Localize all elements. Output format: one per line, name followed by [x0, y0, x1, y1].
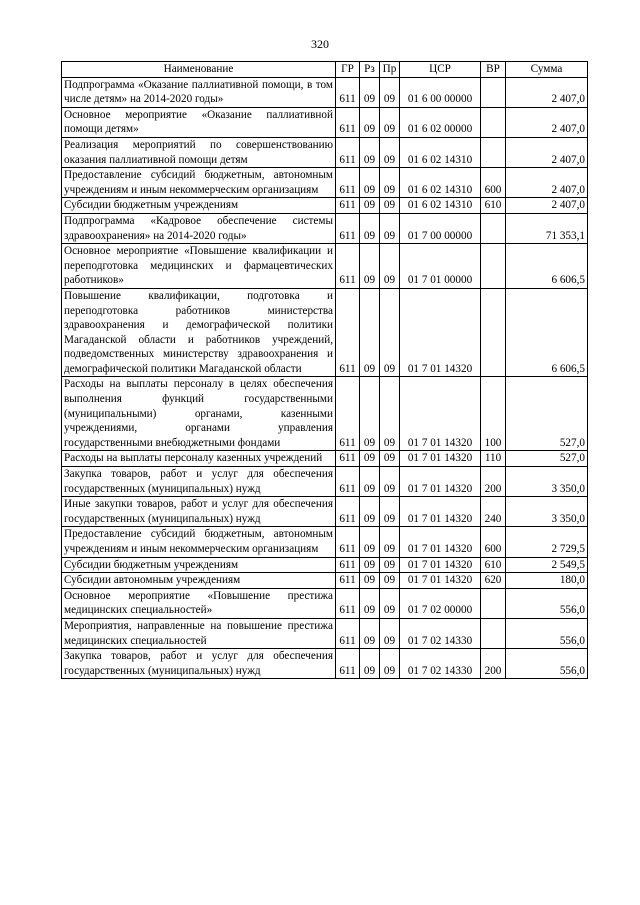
cell-csr: 01 7 02 00000 — [400, 588, 481, 618]
cell-rz: 09 — [360, 527, 380, 557]
cell-pr: 09 — [380, 527, 400, 557]
table-row — [62, 649, 588, 679]
cell-sum: 2 407,0 — [506, 198, 588, 214]
cell-rz: 09 — [360, 107, 380, 137]
cell-name: Субсидии бюджетным учреждениям — [62, 557, 336, 573]
table-row — [62, 527, 588, 557]
table-header-row — [62, 62, 588, 78]
cell-name: Основное мероприятие «Повышение престижа медицинских специальностей» — [62, 588, 336, 618]
cell-rz: 09 — [360, 168, 380, 198]
cell-vr: 610 — [481, 557, 506, 573]
cell-pr: 09 — [380, 649, 400, 679]
cell-pr: 09 — [380, 618, 400, 648]
cell-vr — [481, 244, 506, 289]
cell-rz: 09 — [360, 497, 380, 527]
cell-gr: 611 — [336, 588, 360, 618]
table-row — [62, 588, 588, 618]
cell-gr: 611 — [336, 198, 360, 214]
cell-gr: 611 — [336, 451, 360, 467]
cell-pr: 09 — [380, 497, 400, 527]
cell-pr: 09 — [380, 244, 400, 289]
cell-sum: 6 606,5 — [506, 288, 588, 377]
cell-gr: 611 — [336, 168, 360, 198]
cell-rz: 09 — [360, 213, 380, 243]
cell-name: Предоставление субсидий бюджетным, автономным учреждениям и иным некоммерческим организациям — [62, 168, 336, 198]
cell-rz: 09 — [360, 467, 380, 497]
cell-vr: 200 — [481, 649, 506, 679]
cell-vr — [481, 588, 506, 618]
table-body — [62, 77, 588, 679]
cell-csr: 01 7 00 00000 — [400, 213, 481, 243]
cell-pr: 09 — [380, 377, 400, 451]
cell-name: Субсидии автономным учреждениям — [62, 573, 336, 589]
table-row — [62, 451, 588, 467]
table-row — [62, 377, 588, 451]
table-row — [62, 467, 588, 497]
table-row — [62, 137, 588, 167]
cell-vr: 100 — [481, 377, 506, 451]
cell-pr: 09 — [380, 107, 400, 137]
cell-csr: 01 7 02 14330 — [400, 618, 481, 648]
table-row — [62, 497, 588, 527]
budget-table — [61, 61, 588, 679]
cell-rz: 09 — [360, 137, 380, 167]
cell-pr: 09 — [380, 198, 400, 214]
cell-pr: 09 — [380, 288, 400, 377]
cell-gr: 611 — [336, 618, 360, 648]
cell-sum: 2 729,5 — [506, 527, 588, 557]
cell-csr: 01 7 01 14320 — [400, 288, 481, 377]
cell-rz: 09 — [360, 244, 380, 289]
cell-vr: 620 — [481, 573, 506, 589]
cell-rz: 09 — [360, 573, 380, 589]
cell-gr: 611 — [336, 573, 360, 589]
cell-name: Субсидии бюджетным учреждениям — [62, 198, 336, 214]
cell-sum: 3 350,0 — [506, 467, 588, 497]
cell-pr: 09 — [380, 451, 400, 467]
table-row — [62, 244, 588, 289]
cell-pr: 09 — [380, 588, 400, 618]
cell-sum: 2 407,0 — [506, 168, 588, 198]
cell-gr: 611 — [336, 244, 360, 289]
cell-csr: 01 6 00 00000 — [400, 77, 481, 107]
header-gr: ГР — [336, 62, 360, 78]
cell-sum: 527,0 — [506, 377, 588, 451]
cell-name: Подпрограмма «Оказание паллиативной помощи, в том числе детям» на 2014-2020 годы» — [62, 77, 336, 107]
cell-name: Закупка товаров, работ и услуг для обеспечения государственных (муниципальных) нужд — [62, 467, 336, 497]
cell-vr — [481, 137, 506, 167]
cell-pr: 09 — [380, 137, 400, 167]
cell-gr: 611 — [336, 649, 360, 679]
header-rz: Рз — [360, 62, 380, 78]
cell-csr: 01 7 01 14320 — [400, 451, 481, 467]
cell-sum: 527,0 — [506, 451, 588, 467]
cell-name: Закупка товаров, работ и услуг для обеспечения государственных (муниципальных) нужд — [62, 649, 336, 679]
cell-vr: 110 — [481, 451, 506, 467]
cell-gr: 611 — [336, 377, 360, 451]
cell-vr — [481, 288, 506, 377]
cell-pr: 09 — [380, 573, 400, 589]
cell-sum: 6 606,5 — [506, 244, 588, 289]
cell-name: Предоставление субсидий бюджетным, автономным учреждениям и иным некоммерческим организациям — [62, 527, 336, 557]
cell-vr — [481, 77, 506, 107]
cell-sum: 2 407,0 — [506, 137, 588, 167]
cell-csr: 01 7 01 00000 — [400, 244, 481, 289]
cell-pr: 09 — [380, 467, 400, 497]
cell-rz: 09 — [360, 288, 380, 377]
table-row — [62, 168, 588, 198]
cell-name: Расходы на выплаты персоналу в целях обеспечения выполнения функций государственными (муниципальными) органами, казенными учреждениями, органами управления государственными внебюджетными фондами — [62, 377, 336, 451]
cell-csr: 01 7 01 14320 — [400, 557, 481, 573]
cell-csr: 01 7 01 14320 — [400, 377, 481, 451]
table-row — [62, 288, 588, 377]
cell-pr: 09 — [380, 77, 400, 107]
cell-vr — [481, 107, 506, 137]
cell-name: Реализация мероприятий по совершенствованию оказания паллиативной помощи детям — [62, 137, 336, 167]
cell-csr: 01 6 02 00000 — [400, 107, 481, 137]
cell-sum: 2 407,0 — [506, 77, 588, 107]
cell-pr: 09 — [380, 168, 400, 198]
cell-sum: 556,0 — [506, 588, 588, 618]
cell-name: Подпрограмма «Кадровое обеспечение системы здравоохранения» на 2014-2020 годы» — [62, 213, 336, 243]
cell-gr: 611 — [336, 137, 360, 167]
cell-vr — [481, 618, 506, 648]
table-row — [62, 618, 588, 648]
cell-name: Основное мероприятие «Оказание паллиативной помощи детям» — [62, 107, 336, 137]
cell-gr: 611 — [336, 107, 360, 137]
cell-gr: 611 — [336, 213, 360, 243]
cell-csr: 01 7 01 14320 — [400, 527, 481, 557]
cell-csr: 01 7 01 14320 — [400, 573, 481, 589]
cell-csr: 01 6 02 14310 — [400, 198, 481, 214]
cell-vr: 600 — [481, 527, 506, 557]
cell-name: Повышение квалификации, подготовка и переподготовка работников министерства здравоохранения и демографической политики Магаданской области и работников учреждений, подведомственных министерству здравоохранения и демографической политики Магаданской области — [62, 288, 336, 377]
cell-name: Мероприятия, направленные на повышение престижа медицинских специальностей — [62, 618, 336, 648]
cell-csr: 01 7 01 14320 — [400, 467, 481, 497]
header-name: Наименование — [62, 62, 336, 78]
cell-pr: 09 — [380, 557, 400, 573]
cell-gr: 611 — [336, 497, 360, 527]
cell-csr: 01 6 02 14310 — [400, 137, 481, 167]
cell-sum: 556,0 — [506, 649, 588, 679]
cell-rz: 09 — [360, 588, 380, 618]
header-pr: Пр — [380, 62, 400, 78]
cell-vr: 610 — [481, 198, 506, 214]
header-sum: Сумма — [506, 62, 588, 78]
table-row — [62, 573, 588, 589]
table-row — [62, 557, 588, 573]
cell-rz: 09 — [360, 77, 380, 107]
cell-rz: 09 — [360, 198, 380, 214]
cell-rz: 09 — [360, 649, 380, 679]
cell-name: Основное мероприятие «Повышение квалификации и переподготовка медицинских и фармацевтических работников» — [62, 244, 336, 289]
cell-name: Иные закупки товаров, работ и услуг для обеспечения государственных (муниципальных) нужд — [62, 497, 336, 527]
table-row — [62, 77, 588, 107]
cell-vr: 600 — [481, 168, 506, 198]
table-row — [62, 213, 588, 243]
cell-vr: 240 — [481, 497, 506, 527]
cell-gr: 611 — [336, 557, 360, 573]
cell-gr: 611 — [336, 77, 360, 107]
cell-vr: 200 — [481, 467, 506, 497]
cell-csr: 01 6 02 14310 — [400, 168, 481, 198]
cell-rz: 09 — [360, 451, 380, 467]
cell-rz: 09 — [360, 557, 380, 573]
cell-gr: 611 — [336, 467, 360, 497]
cell-sum: 2 407,0 — [506, 107, 588, 137]
cell-sum: 2 549,5 — [506, 557, 588, 573]
cell-gr: 611 — [336, 288, 360, 377]
cell-sum: 180,0 — [506, 573, 588, 589]
cell-sum: 71 353,1 — [506, 213, 588, 243]
table-row — [62, 107, 588, 137]
cell-csr: 01 7 02 14330 — [400, 649, 481, 679]
cell-name: Расходы на выплаты персоналу казенных учреждений — [62, 451, 336, 467]
page-number: 320 — [311, 37, 329, 51]
header-vr: ВР — [481, 62, 506, 78]
cell-rz: 09 — [360, 618, 380, 648]
cell-rz: 09 — [360, 377, 380, 451]
cell-sum: 3 350,0 — [506, 497, 588, 527]
header-csr: ЦСР — [400, 62, 481, 78]
cell-sum: 556,0 — [506, 618, 588, 648]
cell-pr: 09 — [380, 213, 400, 243]
cell-vr — [481, 213, 506, 243]
cell-csr: 01 7 01 14320 — [400, 497, 481, 527]
table-row — [62, 198, 588, 214]
cell-gr: 611 — [336, 527, 360, 557]
